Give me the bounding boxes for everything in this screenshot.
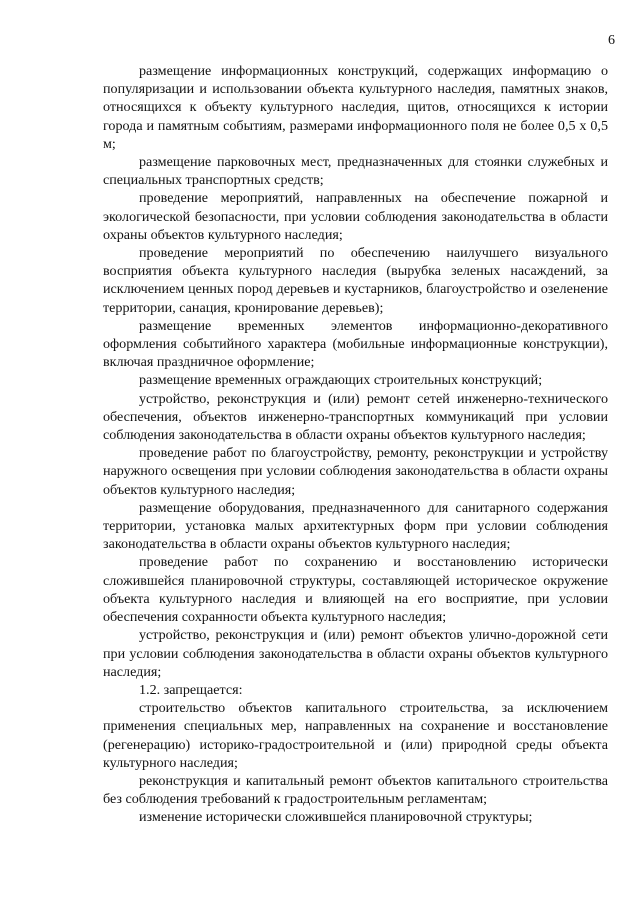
- paragraph-11: устройство, реконструкция и (или) ремонт объектов улично-дорожной сети при условии соблюдения законодательства в области охраны объектов культурного наследия;: [103, 627, 608, 680]
- paragraph-3: проведение мероприятий, направленных на обеспечение пожарной и экологической безопасности, при условии соблюдения законодательства в области охраны объектов культурного наследия;: [103, 190, 608, 243]
- paragraph-4: проведение мероприятий по обеспечению наилучшего визуального восприятия объекта культурного наследия (вырубка зеленых насаждений, за исключением ценных пород деревьев и кустарников, благоустройство и озеленение территории, санация, кронирование деревьев);: [103, 245, 608, 316]
- paragraph-9: размещение оборудования, предназначенного для санитарного содержания территории, установка малых архитектурных форм при условии соблюдения законодательства в области охраны объектов культурного наследия;: [103, 499, 608, 553]
- paragraph-6: размещение временных ограждающих строительных конструкций;: [139, 372, 543, 389]
- paragraph-2: размещение парковочных мест, предназначенных для стоянки служебных и специальных транспортных средств;: [103, 154, 608, 189]
- paragraph-1: размещение информационных конструкций, содержащих информацию о популяризации и использовании объекта культурного наследия, памятных знаков, относящихся к объекту культурного наследия, щитов, относящихся к истории города и памятным событиям, размерами информационного поля не более 0,5 х 0,5 м;: [103, 63, 608, 152]
- paragraph-5: размещение временных элементов информационно-декоративного оформления событийного характера (мобильные информационные конструкции), включая праздничное оформление;: [103, 317, 608, 371]
- page-number: 6: [608, 33, 615, 48]
- paragraph-8: проведение работ по благоустройству, ремонту, реконструкции и устройству наружного освещения при условии соблюдения законодательства в области охраны объектов культурного наследия;: [103, 445, 608, 498]
- paragraph-13: строительство объектов капитального строительства, за исключением применения специальных мер, направленных на сохранение и восстановление (регенерацию) историко-градостроительной и (или) природной среды объекта культурного наследия;: [103, 700, 608, 771]
- paragraph-14: реконструкция и капитальный ремонт объектов капитального строительства без соблюдения требований к градостроительным регламентам;: [103, 772, 608, 808]
- document-body: [103, 62, 608, 827]
- paragraph-15: изменение исторически сложившейся планировочной структуры;: [139, 809, 533, 826]
- paragraph-10: проведение работ по сохранению и восстановлению исторически сложившейся планировочной структуры, составляющей историческое окружение объекта культурного наследия и влияющей на его восприятие, при условии обеспечения сохранности объекта культурного наследия;: [103, 554, 608, 626]
- paragraph-7: устройство, реконструкция и (или) ремонт сетей инженерно-технического обеспечения, объектов инженерно-транспортных коммуникаций при условии соблюдения законодательства в области охраны объектов культурного наследия;: [103, 390, 608, 444]
- section-heading-1-2: 1.2. запрещается:: [139, 681, 243, 698]
